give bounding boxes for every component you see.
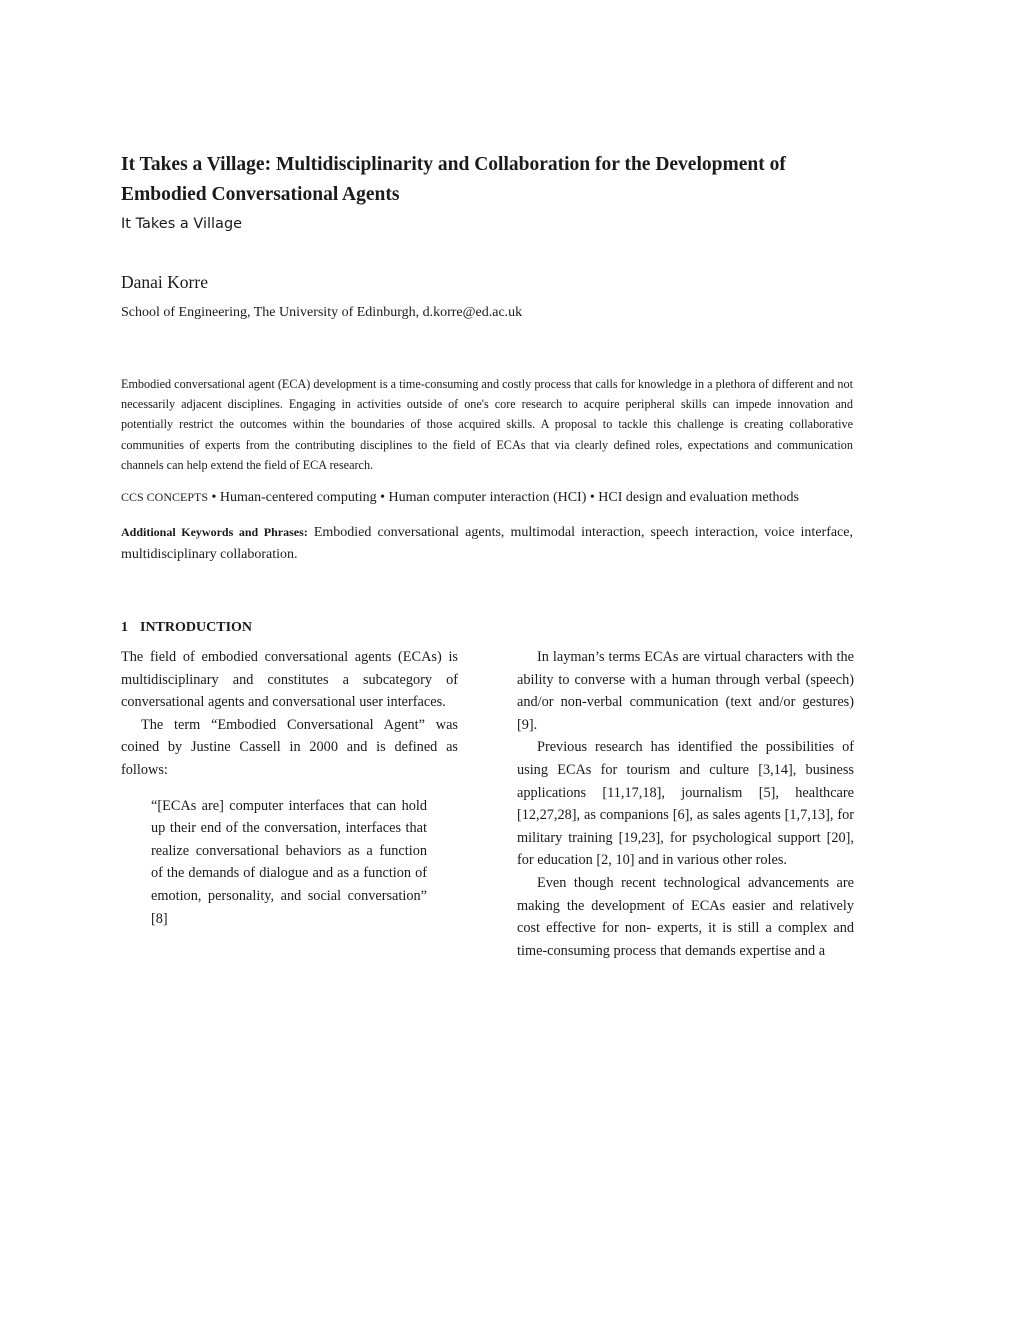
keywords-label: Additional Keywords and Phrases: xyxy=(121,525,308,539)
ccs-label: CCS CONCEPTS xyxy=(121,490,209,504)
section-title: INTRODUCTION xyxy=(140,620,253,635)
section-number: 1 xyxy=(121,620,128,635)
section-heading xyxy=(121,620,252,636)
right-column xyxy=(517,646,854,962)
paragraph: The field of embodied conversational agents (ECAs) is multidisciplinary and constitutes a subcategory of conversational agents and conversational user interfaces. xyxy=(121,649,458,711)
paragraph: In layman’s terms ECAs are virtual characters with the ability to converse with a human through verbal (speech) and/or non-verbal communication (text and/or gestures) [9]. xyxy=(517,649,854,733)
author-name: Danai Korre xyxy=(121,272,208,292)
keywords xyxy=(121,521,853,566)
paragraph: The term “Embodied Conversational Agent” was coined by Justine Cassell in 2000 and is defined as follows: xyxy=(121,716,458,778)
paper-title: It Takes a Village: Multidisciplinarity and Collaboration for the Development of Embodied Conversational Agents xyxy=(121,154,786,205)
paragraph: Previous research has identified the possibilities of using ECAs for tourism and culture [3,14], business applications [11,17,18], journalism [5], healthcare [12,27,28], as companions [6], as sales agents [1,7,13], for military training [19,23], for psychological support [20], for education [2, 10] and in various other roles. xyxy=(517,739,854,869)
keywords-text: Embodied conversational agents, multimodal interaction, speech interaction, voice interface, multidisciplinary collaboration. xyxy=(121,525,853,562)
short-title: It Takes a Village xyxy=(121,216,243,232)
left-column xyxy=(121,646,458,930)
abstract: Embodied conversational agent (ECA) development is a time-consuming and costly process that calls for knowledge in a plethora of different and not necessarily adjacent disciplines. Engaging in activities outside of one's core research to acquire peripheral skills can impede innovation and potentially restrict the outcomes within the boundaries of those acquired skills. A proposal to tackle this challenge is creating collaborative communities of experts from the contributing disciplines to the field of ECAs that via clearly defined roles, expectations and communication channels can help extend the field of ECA research. xyxy=(121,377,853,472)
ccs-text: • Human-centered computing • Human computer interaction (HCI) • HCI design and evaluation methods xyxy=(208,490,799,505)
author-affiliation: School of Engineering, The University of Edinburgh, d.korre@ed.ac.uk xyxy=(121,305,523,320)
paragraph: Even though recent technological advancements are making the development of ECAs easier and relatively cost effective for non- experts, it is still a complex and time-consuming process that demands expertise and a xyxy=(517,874,854,959)
block-quote: “[ECAs are] computer interfaces that can hold up their end of the conversation, interfaces that realize conversational behaviors as a function of the demands of dialogue and as a function of emotion, personality, and social conversation” [8] xyxy=(151,797,427,927)
ccs-concepts xyxy=(121,487,861,508)
